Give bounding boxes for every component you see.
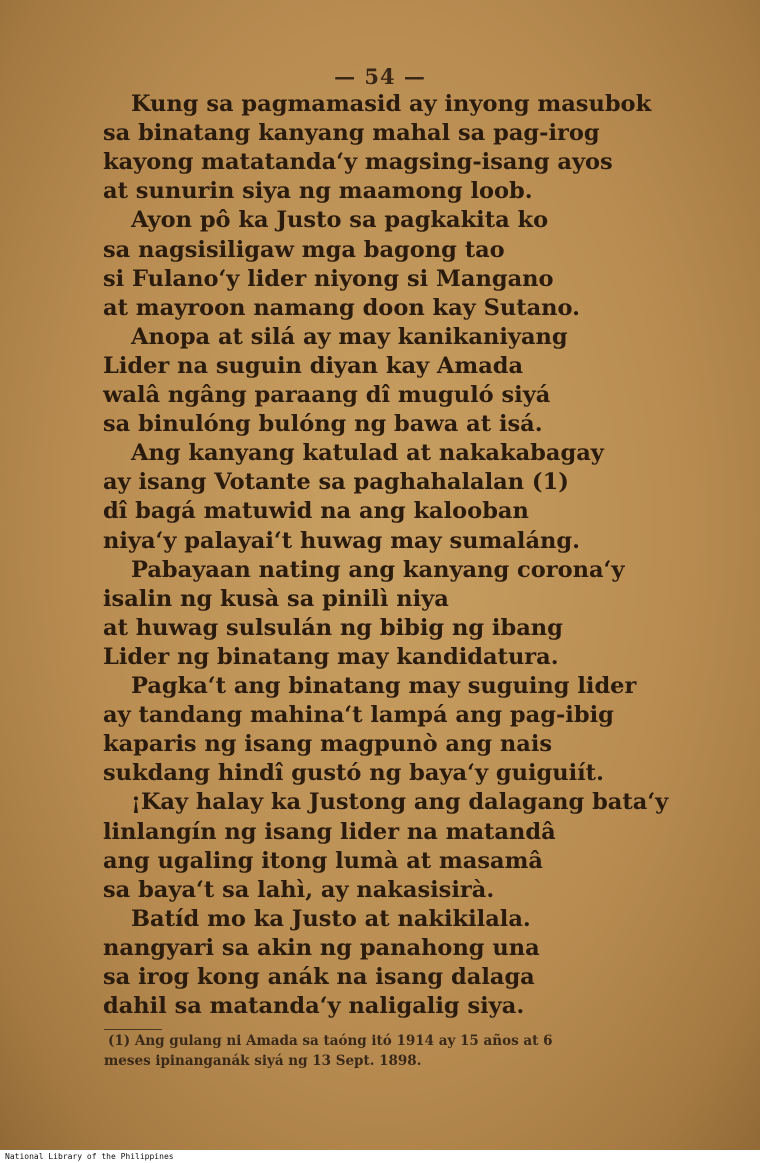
poem-line: Kung sa pagmamasid ay inyong masubok [131,91,652,117]
poem-line: dî bagá matuwid na ang kalooban [103,498,529,524]
poem-line: ay tandang mahina‘t lampá ang pag-ibig [103,702,614,728]
poem-line: Anopa at silá ay may kanikaniyang [131,324,568,350]
poem-line: Pagka‘t ang binatang may suguing lider [131,673,637,699]
poem-line: Lider na suguin diyan kay Amada [103,353,524,379]
poem-line: linlangín ng isang lider na matandâ [103,819,556,845]
poem-line: Batíd mo ka Justo at nakikilala. [131,906,531,932]
poem-line: ay isang Votante sa paghahalalan (1) [103,469,569,495]
footnote-line-2: meses ipinanganák siyá ng 13 Sept. 1898. [104,1053,422,1069]
page-number: — 54 — [334,64,426,89]
poem-line: sukdang hindî gustó ng baya‘y guiguiít. [103,760,604,786]
poem-line: si Fulano‘y lider niyong si Mangano [103,266,554,292]
footnote-divider [104,1029,162,1030]
poem-line: Ayon pô ka Justo sa pagkakita ko [131,207,549,233]
poem-line: ang ugaling itong lumà at masamâ [103,848,544,874]
poem-line: at huwag sulsulán ng bibig ng ibang [103,615,563,641]
footnote-line-1: (1) Ang gulang ni Amada sa taóng itó 1914 ay 15 años at 6 [108,1033,553,1049]
poem-line: Pabayaan nating ang kanyang corona‘y [131,557,625,583]
poem-line: Ang kanyang katulad at nakakabagay [131,440,604,466]
poem-line: sa irog kong anák na isang dalaga [103,964,535,990]
poem-line: sa binatang kanyang mahal sa pag-irog [103,120,600,146]
poem-line: walâ ngâng paraang dî muguló siyá [103,382,551,408]
poem-line: dahil sa matanda‘y naligalig siya. [103,993,525,1019]
poem-line: at sunurin siya ng maamong loob. [103,178,533,204]
library-credit: National Library of the Philippines [5,1152,174,1161]
poem-line: sa binulóng bulóng ng bawa at isá. [103,411,543,437]
poem-line: kayong matatanda‘y magsing-isang ayos [103,149,613,175]
poem-line: niya‘y palayai‘t huwag may sumaláng. [103,528,580,554]
poem-line: isalin ng kusà sa pinilì niya [103,586,449,612]
poem-line: sa baya‘t sa lahì, ay nakasisirà. [103,877,495,903]
poem-line: nangyari sa akin ng panahong una [103,935,540,961]
poem-line: at mayroon namang doon kay Sutano. [103,295,580,321]
poem-line: sa nagsisiligaw mga bagong tao [103,237,505,263]
poem-line: kaparis ng isang magpunò ang nais [103,731,553,757]
poem-line: ¡Kay halay ka Justong ang dalagang bata‘y [131,789,669,815]
poem-line: Lider ng binatang may kandidatura. [103,644,559,670]
